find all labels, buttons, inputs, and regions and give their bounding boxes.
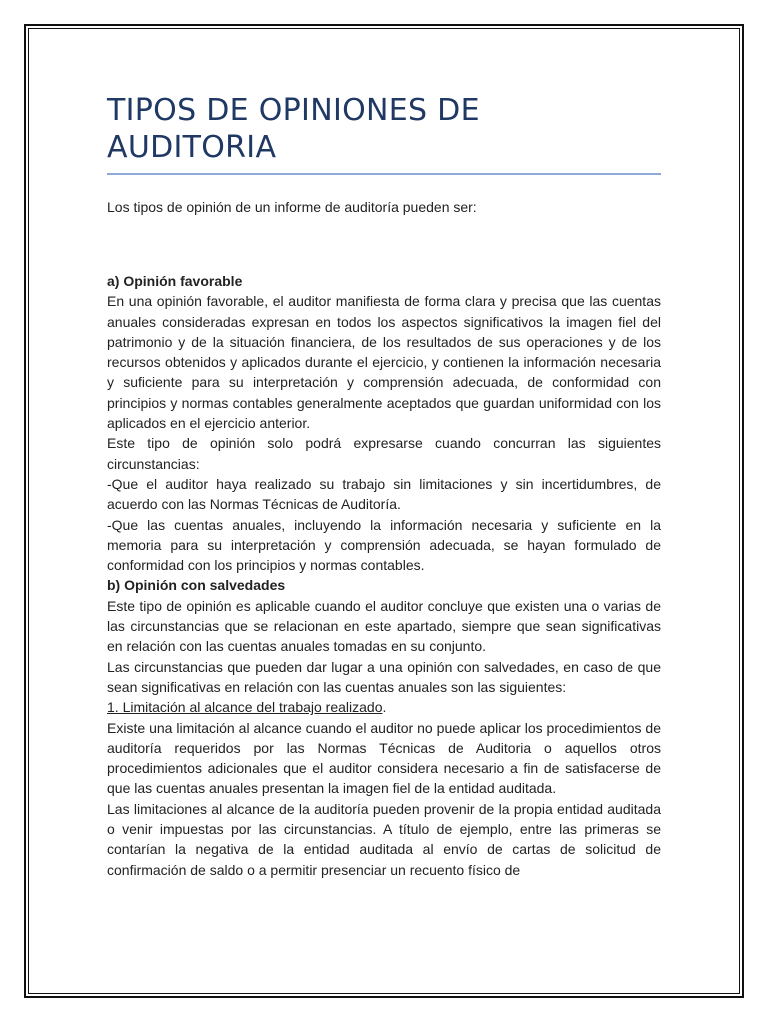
page-title xyxy=(107,92,661,166)
section-b-paragraph-4: Las limitaciones al alcance de la auditoría pueden provenir de la propia entidad auditada o venir impuestas por las circunstancias. A título de ejemplo, entre las primeras se contarían la negativa de la entidad auditada al envío de cartas de solicitud de confirmación de saldo o a permitir presenciar un recuento físico de xyxy=(107,800,661,878)
section-b-heading: b) Opinión con salvedades xyxy=(107,577,286,594)
section-a-paragraph-1: En una opinión favorable, el auditor manifiesta de forma clara y precisa que las cuentas anuales consideradas expresan en todos los aspectos significativos la imagen fiel del patrimonio y de la situación financiera, de los resultados de sus operaciones y de los recursos obtenidos y aplicados durante el ejercicio, y contienen la información necesaria y suficiente para su interpretación y comprensión adecuada, de conformidad con principios y normas contables generalmente aceptados que guardan uniformidad con los aplicados en el ejercicio anterior. xyxy=(107,293,661,432)
section-b-subheading-row xyxy=(107,697,661,717)
spacer xyxy=(107,217,661,271)
section-b-subheading: 1. Limitación al alcance del trabajo realizado xyxy=(107,699,383,716)
section-b-subheading-period: . xyxy=(382,699,387,716)
title-underline-rule xyxy=(107,173,661,175)
intro-paragraph: Los tipos de opinión de un informe de auditoría pueden ser: xyxy=(107,199,477,215)
section-a-paragraph-2: Este tipo de opinión solo podrá expresarse cuando concurran las siguientes circunstancias: xyxy=(107,435,661,472)
section-b-paragraph-2: Las circunstancias que pueden dar lugar a una opinión con salvedades, en caso de que sean significativas en relación con las cuentas anuales son las siguientes: xyxy=(107,658,661,695)
document-body xyxy=(107,92,661,880)
section-a-paragraph-4: -Que las cuentas anuales, incluyendo la información necesaria y suficiente en la memoria para su interpretación y comprensión adecuada, se hayan formulado de conformidad con los principios y normas contables. xyxy=(107,516,661,574)
title-line-2: AUDITORIA xyxy=(107,130,277,165)
section-b-paragraph-1: Este tipo de opinión es aplicable cuando el auditor concluye que existen una o varias de las circunstancias que se relacionan en este apartado, siempre que sean significativas en relación con las cuentas anuales tomadas en su conjunto. xyxy=(107,597,661,655)
section-b-paragraph-3: Existe una limitación al alcance cuando el auditor no puede aplicar los procedimientos de auditoría requeridos por las Normas Técnicas de Auditoria o aquellos otros procedimientos adicionales que el auditor considera necesario a fin de satisfacerse de que las cuentas anuales presentan la imagen fiel de la entidad auditada. xyxy=(107,719,661,797)
title-line-1: TIPOS DE OPINIONES DE xyxy=(107,93,480,128)
section-a-heading: a) Opinión favorable xyxy=(107,273,243,289)
section-a-paragraph-3: -Que el auditor haya realizado su trabajo sin limitaciones y sin incertidumbres, de acuerdo con las Normas Técnicas de Auditoría. xyxy=(107,475,661,513)
